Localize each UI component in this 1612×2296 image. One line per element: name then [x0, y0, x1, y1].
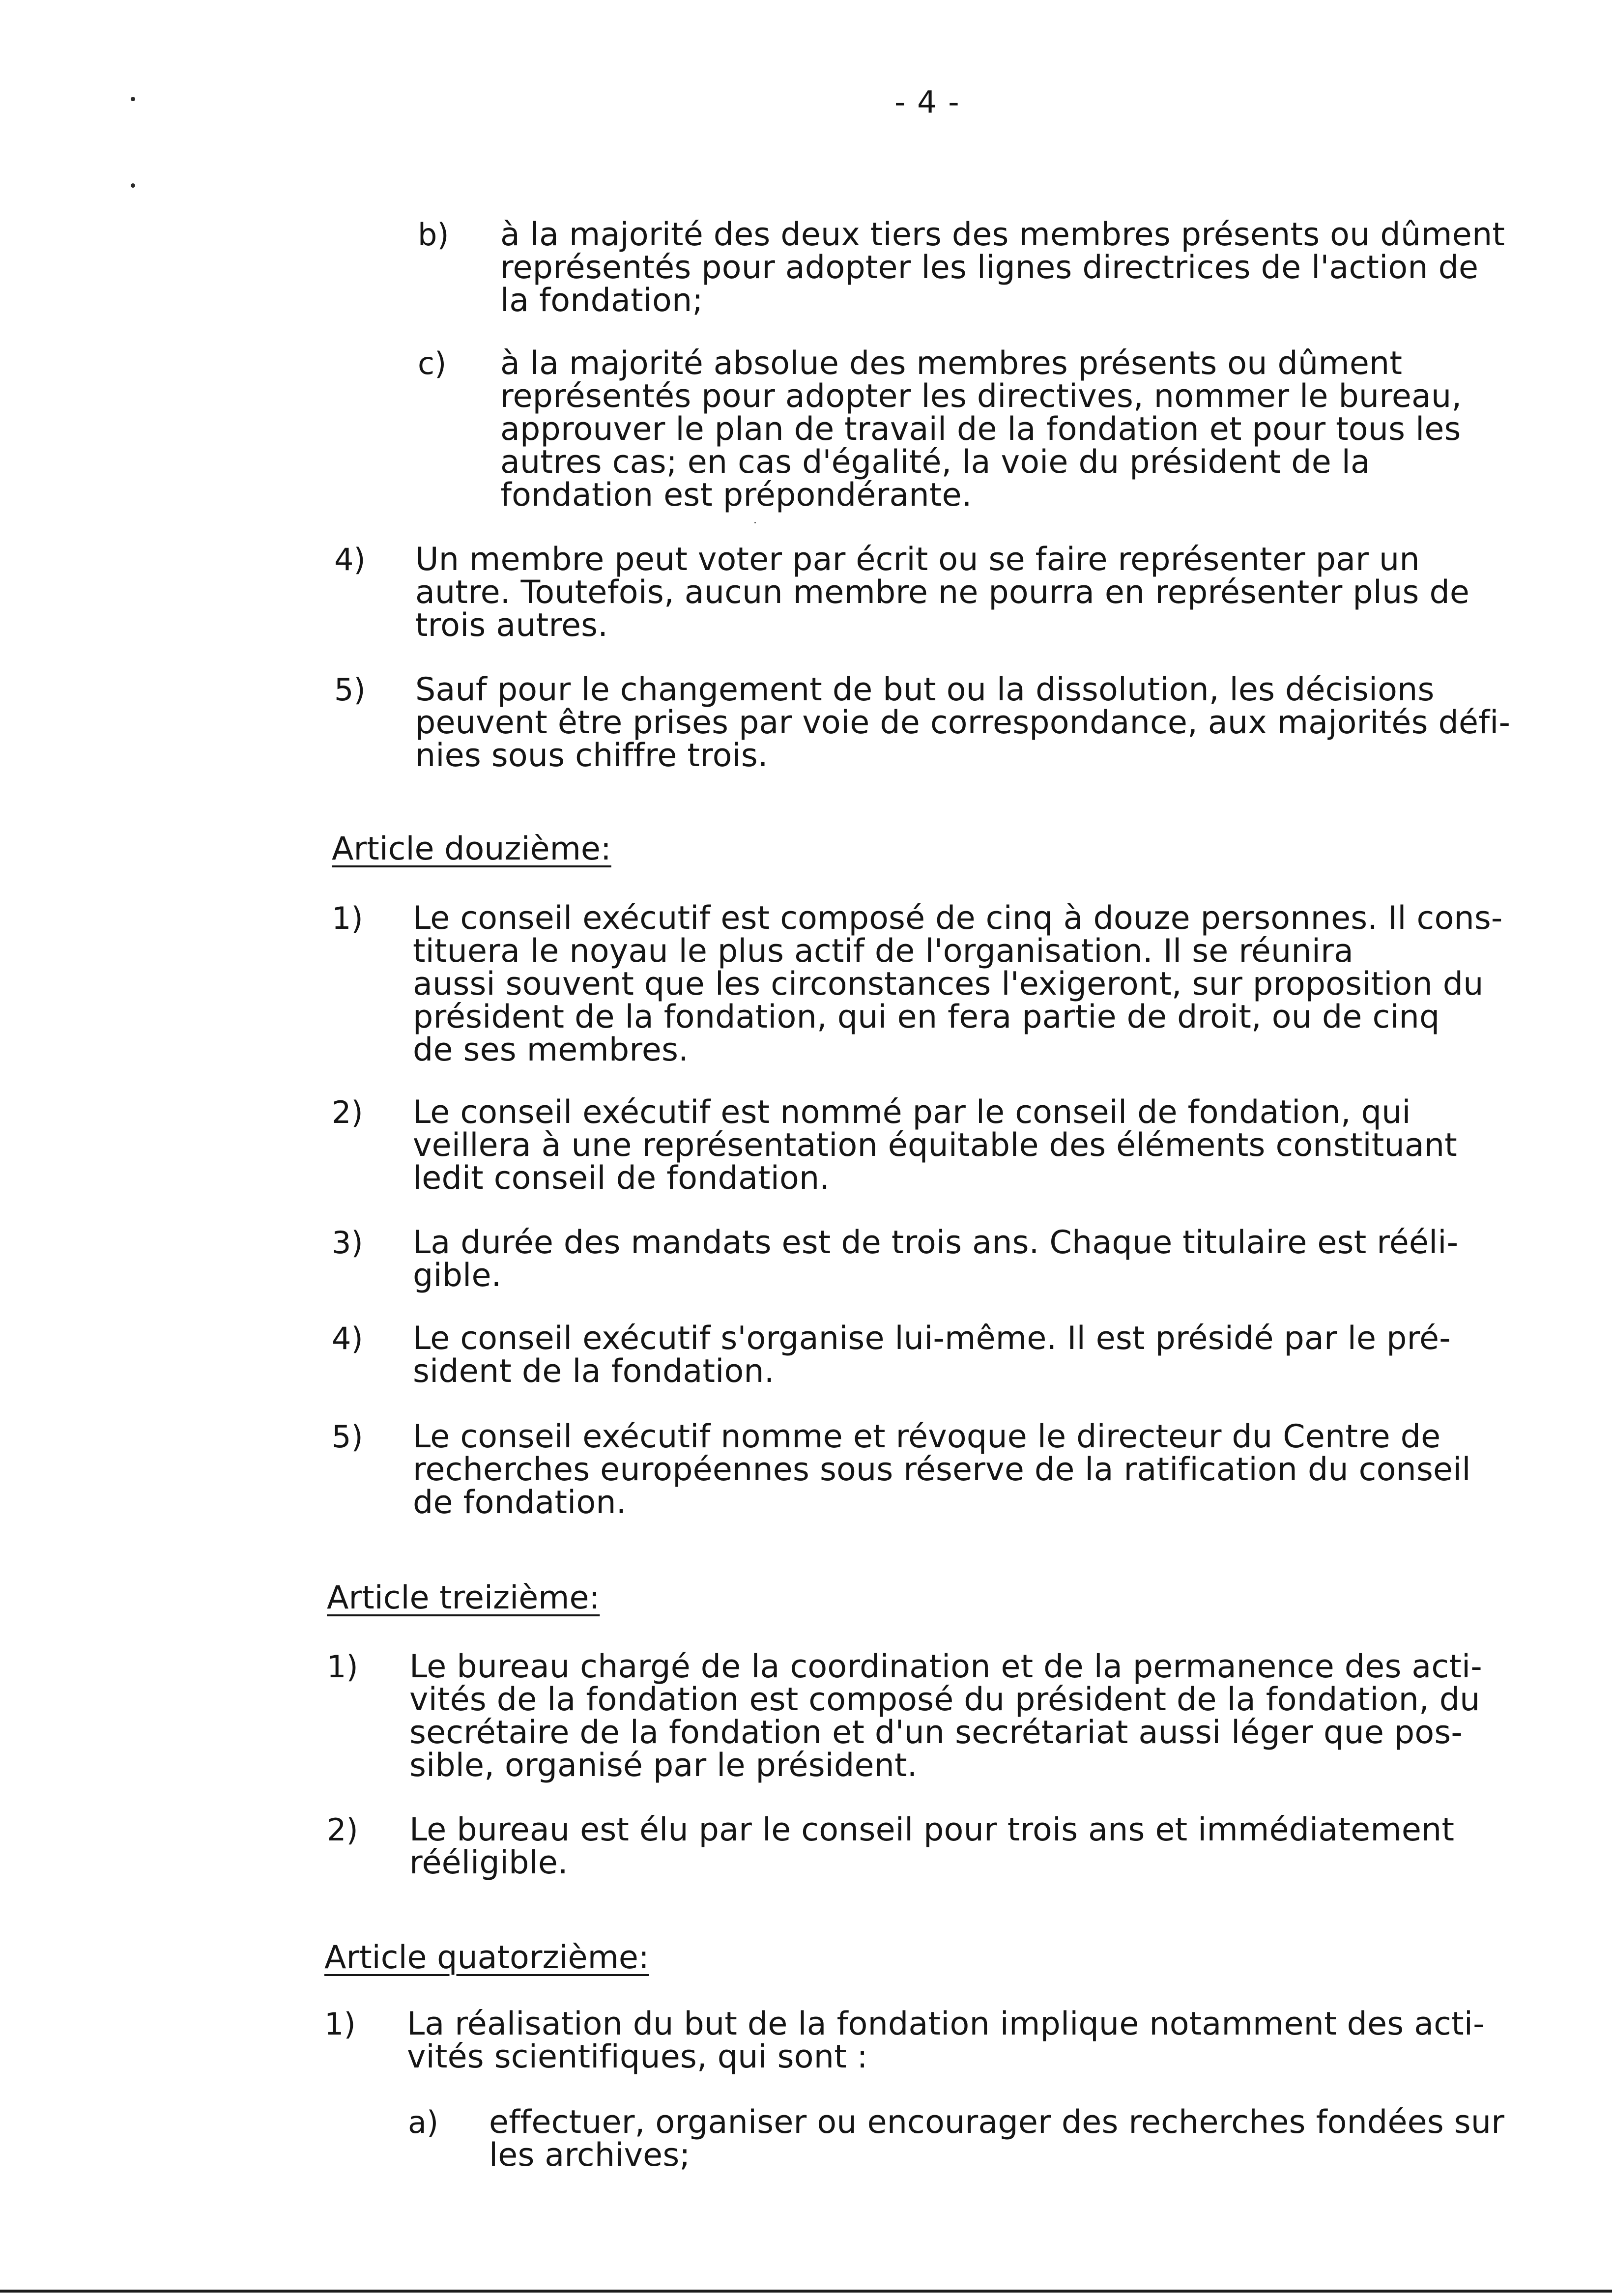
text-line: Le conseil exécutif nomme et révoque le directeur du Centre de — [413, 1418, 1441, 1455]
paragraph-text — [415, 543, 1469, 642]
text-line: vités de la fondation est composé du président de la fondation, du — [409, 1681, 1480, 1718]
text-line: sible, organisé par le président. — [409, 1747, 918, 1784]
item-text — [413, 1322, 1451, 1388]
text-line: autres cas; en cas d'égalité, la voie du président de la — [500, 444, 1371, 481]
text-line: Le conseil exécutif est composé de cinq à douze personnes. Il cons- — [413, 900, 1503, 937]
item-marker: 3) — [332, 1225, 363, 1261]
text-line: La réalisation du but de la fondation implique notamment des acti- — [407, 2006, 1485, 2042]
article-12-heading: Article douzième: — [332, 831, 611, 867]
clause-marker: b) — [418, 217, 449, 253]
text-line: à la majorité absolue des membres présents ou dûment — [500, 345, 1403, 382]
article-13-heading: Article treizième: — [327, 1579, 600, 1616]
text-line: Le conseil exécutif s'organise lui-même. Il est présidé par le pré- — [413, 1320, 1451, 1357]
text-line: Le bureau chargé de la coordination et de la permanence des acti- — [409, 1648, 1482, 1685]
text-line: approuver le plan de travail de la fondation et pour tous les — [500, 411, 1461, 448]
text-line: La durée des mandats est de trois ans. Chaque titulaire est rééli- — [413, 1224, 1459, 1261]
sub-item-marker: a) — [408, 2104, 439, 2140]
item-text — [407, 2008, 1485, 2073]
text-line: Sauf pour le changement de but ou la dissolution, les décisions — [415, 671, 1435, 708]
clause-text — [500, 347, 1462, 512]
text-line: sident de la fondation. — [413, 1353, 775, 1390]
text-line: rééligible. — [409, 1844, 568, 1881]
text-line: la fondation; — [500, 282, 703, 319]
text-line: secrétaire de la fondation et d'un secrétariat aussi léger que pos- — [409, 1714, 1463, 1751]
paragraph-text — [415, 673, 1510, 772]
text-line: gible. — [413, 1257, 502, 1294]
text-line: de fondation. — [413, 1484, 627, 1521]
clause-marker: c) — [418, 345, 447, 381]
article-14-heading: Article quatorzième: — [324, 1939, 649, 1976]
text-line: trois autres. — [415, 607, 608, 644]
paragraph-marker: 4) — [334, 542, 366, 577]
item-marker: 1) — [327, 1649, 358, 1685]
text-line: autre. Toutefois, aucun membre ne pourra en représenter plus de — [415, 574, 1470, 611]
paragraph-marker: 5) — [334, 672, 366, 708]
item-marker: 1) — [324, 2006, 356, 2042]
text-line: ledit conseil de fondation. — [413, 1160, 830, 1197]
text-line: aussi souvent que les circonstances l'exigeront, sur proposition du — [413, 966, 1484, 1003]
text-line: recherches européennes sous réserve de la ratification du conseil — [413, 1451, 1471, 1488]
text-line: à la majorité des deux tiers des membres présents ou dûment — [500, 216, 1505, 253]
scan-speck — [131, 97, 135, 101]
item-text — [409, 1813, 1454, 1879]
text-line: Un membre peut voter par écrit ou se faire représenter par un — [415, 541, 1420, 578]
text-line: vités scientifiques, qui sont : — [407, 2038, 868, 2075]
bottom-edge-rule — [0, 2290, 1612, 2293]
text-line: fondation est prépondérante. — [500, 477, 972, 514]
text-line: représentés pour adopter les directives, nommer le bureau, — [500, 378, 1462, 415]
item-text — [413, 1096, 1457, 1195]
item-marker: 2) — [327, 1812, 358, 1848]
text-line: président de la fondation, qui en fera partie de droit, ou de cinq — [413, 999, 1440, 1035]
text-line: effectuer, organiser ou encourager des recherches fondées sur — [489, 2104, 1505, 2141]
item-text — [413, 902, 1503, 1066]
item-text — [413, 1226, 1458, 1292]
item-marker: 4) — [332, 1320, 363, 1356]
item-text — [409, 1650, 1482, 1782]
page-number: - 4 - — [894, 84, 960, 120]
text-line: Le bureau est élu par le conseil pour trois ans et immédiatement — [409, 1811, 1455, 1848]
text-line: Le conseil exécutif est nommé par le conseil de fondation, qui — [413, 1094, 1411, 1131]
item-marker: 2) — [332, 1094, 363, 1130]
clause-text — [500, 218, 1505, 317]
text-line: tituera le noyau le plus actif de l'organisation. Il se réunira — [413, 933, 1354, 970]
scan-speck — [754, 522, 756, 523]
text-line: représentés pour adopter les lignes directrices de l'action de — [500, 249, 1479, 286]
text-line: nies sous chiffre trois. — [415, 737, 768, 774]
scan-speck — [131, 183, 135, 188]
sub-item-text — [489, 2106, 1504, 2172]
item-marker: 1) — [332, 900, 363, 936]
item-text — [413, 1420, 1471, 1519]
text-line: veillera à une représentation équitable des éléments constituant — [413, 1127, 1457, 1164]
item-marker: 5) — [332, 1419, 363, 1455]
text-line: peuvent être prises par voie de correspondance, aux majorités défi- — [415, 704, 1511, 741]
text-line: les archives; — [489, 2137, 691, 2174]
text-line: de ses membres. — [413, 1032, 689, 1068]
